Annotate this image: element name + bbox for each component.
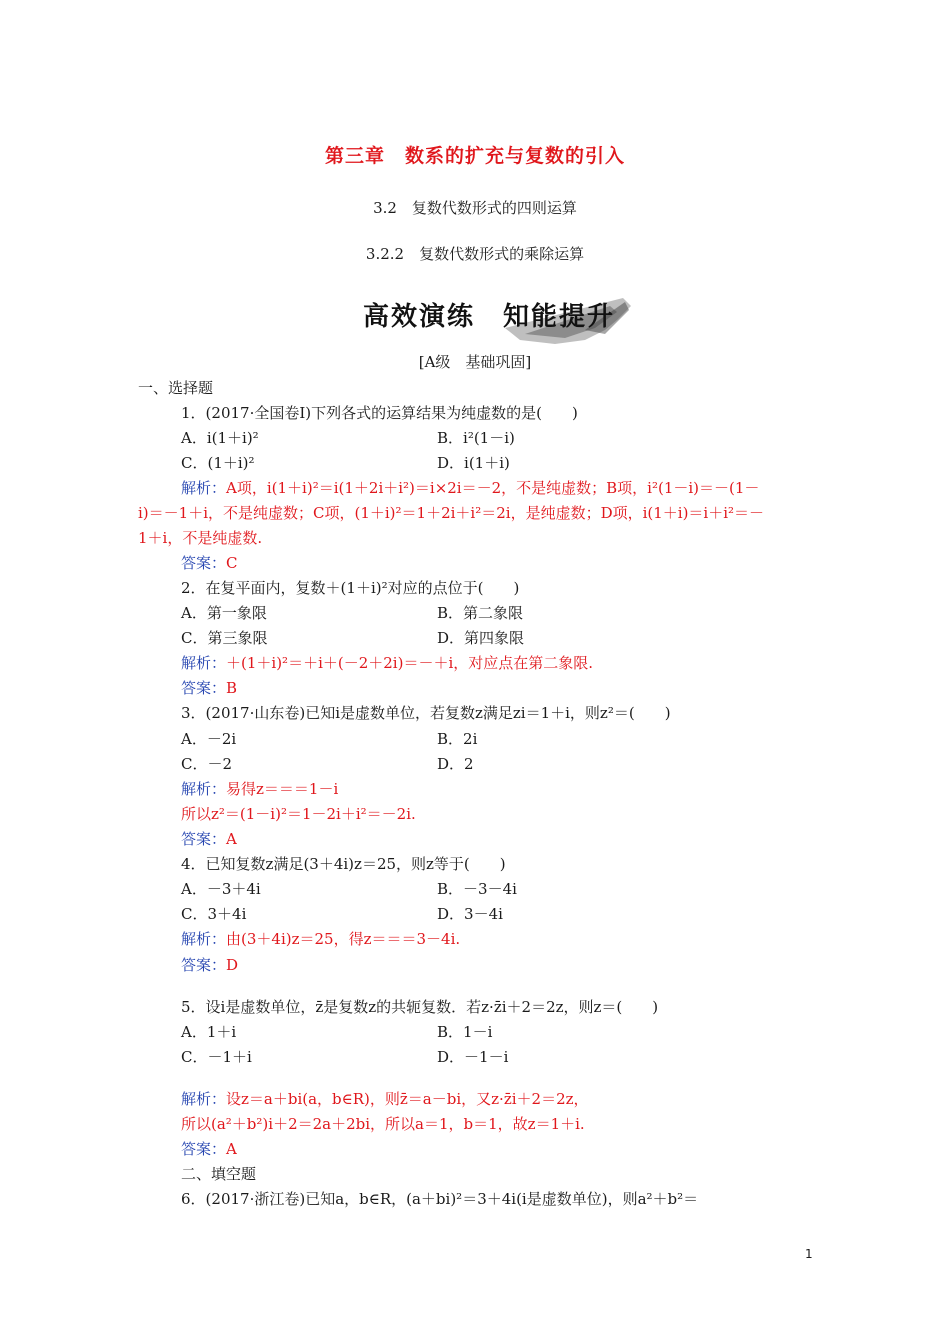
explanation-label: 解析： — [181, 654, 227, 672]
answer-label: 答案： — [181, 679, 227, 697]
answer-label: 答案： — [181, 1140, 227, 1158]
q2-explanation — [181, 653, 593, 673]
question-1-stem: 1．(2017·全国卷Ⅰ)下列各式的运算结果为纯虚数的是( ) — [181, 404, 578, 422]
question-4-stem: 4．已知复数z满足(3＋4i)z＝25，则z等于( ) — [181, 855, 506, 873]
explanation-text: ＋(1＋i)²＝＋i＋(－2＋2i)＝－＋i，对应点在第二象限. — [226, 654, 594, 672]
question-6-stem: 6．(2017·浙江卷)已知a，b∈R，(a＋bi)²＝3＋4i(i是虚数单位)，则a²＋b²＝ — [181, 1190, 699, 1208]
q5-option-b: B．1－i — [437, 1023, 493, 1041]
q3-option-b: B．2i — [437, 730, 478, 748]
answer-value: C — [226, 554, 238, 572]
subsection-title: 3.2.2 复数代数形式的乘除运算 — [365, 245, 585, 263]
q4-option-b: B．－3－4i — [437, 880, 517, 898]
q1-explanation-line-3: 1＋i，不是纯虚数. — [138, 529, 263, 547]
q4-option-d: D．3－4i — [437, 905, 503, 923]
explanation-label: 解析： — [181, 479, 227, 497]
q1-explanation-line-1 — [181, 478, 759, 498]
q1-option-d: D．i(1＋i) — [437, 454, 510, 472]
explanation-text: 由(3＋4i)z＝25，得z＝＝＝3－4i. — [226, 930, 461, 948]
q3-option-c: C．－2 — [181, 755, 233, 773]
level-label: [A级 基础巩固] — [418, 353, 532, 371]
q3-explanation-line-2: 所以z²＝(1－i)²＝1－2i＋i²＝－2i. — [181, 805, 416, 823]
q3-answer — [181, 829, 237, 849]
explanation-text: 设z＝a＋bi(a，b∈R)，则z̄＝a－bi，又z·z̄i＋2＝2z， — [226, 1090, 589, 1108]
part-heading-fill: 二、填空题 — [181, 1165, 257, 1183]
explanation-label: 解析： — [181, 1090, 227, 1108]
answer-value: A — [226, 830, 237, 848]
answer-value: A — [226, 1140, 237, 1158]
q4-option-c: C．3＋4i — [181, 905, 247, 923]
answer-value: D — [226, 956, 239, 974]
q1-option-c: C．(1＋i)² — [181, 454, 255, 472]
q4-explanation — [181, 929, 460, 949]
q2-option-d: D．第四象限 — [437, 629, 525, 647]
page-number: 1 — [805, 1247, 813, 1261]
question-2-stem: 2．在复平面内，复数＋(1＋i)²对应的点位于( ) — [181, 579, 520, 597]
chapter-title: 第三章 数系的扩充与复数的引入 — [324, 145, 625, 167]
q5-option-a: A．1＋i — [181, 1023, 237, 1041]
explanation-text: A项，i(1＋i)²＝i(1＋2i＋i²)＝i×2i＝－2，不是纯虚数；B项，i²(1－i)＝－(1－ — [226, 479, 760, 497]
q2-option-c: C．第三象限 — [181, 629, 268, 647]
q2-answer — [181, 678, 237, 698]
explanation-label: 解析： — [181, 930, 227, 948]
q4-option-a: A．－3＋4i — [181, 880, 261, 898]
q5-answer — [181, 1139, 237, 1159]
answer-label: 答案： — [181, 554, 227, 572]
q5-option-c: C．－1＋i — [181, 1048, 252, 1066]
q5-explanation-line-1 — [181, 1089, 589, 1109]
q1-explanation-line-2: i)＝－1＋i，不是纯虚数；C项，(1＋i)²＝1＋2i＋i²＝2i，是纯虚数；D项，i(1＋i)＝i＋i²＝－ — [138, 504, 765, 522]
q1-answer — [181, 553, 238, 573]
q2-option-a: A．第一象限 — [181, 604, 267, 622]
q5-explanation-line-2: 所以(a²＋b²)i＋2＝2a＋2bi，所以a＝1，b＝1，故z＝1＋i. — [181, 1115, 585, 1133]
q3-explanation-line-1 — [181, 779, 338, 799]
q5-option-d: D．－1－i — [437, 1048, 509, 1066]
q2-option-b: B．第二象限 — [437, 604, 524, 622]
practice-banner — [355, 290, 635, 348]
explanation-text: 易得z＝＝＝1－i — [226, 780, 339, 798]
q3-option-d: D．2 — [437, 755, 474, 773]
q3-option-a: A．－2i — [181, 730, 237, 748]
explanation-label: 解析： — [181, 780, 227, 798]
answer-label: 答案： — [181, 956, 227, 974]
answer-value: B — [226, 679, 238, 697]
banner-text: 高效演练 知能提升 — [363, 302, 616, 332]
section-title: 3.2 复数代数形式的四则运算 — [373, 199, 577, 217]
part-heading-choice: 一、选择题 — [138, 379, 214, 397]
question-3-stem: 3．(2017·山东卷)已知i是虚数单位，若复数z满足zi＝1＋i，则z²＝( ) — [181, 704, 671, 722]
q4-answer — [181, 955, 238, 975]
answer-label: 答案： — [181, 830, 227, 848]
question-5-stem: 5．设i是虚数单位，z̄是复数z的共轭复数．若z·z̄i＋2＝2z，则z＝( ) — [181, 998, 659, 1016]
q1-option-b: B．i²(1－i) — [437, 429, 515, 447]
q1-option-a: A．i(1＋i)² — [181, 429, 259, 447]
